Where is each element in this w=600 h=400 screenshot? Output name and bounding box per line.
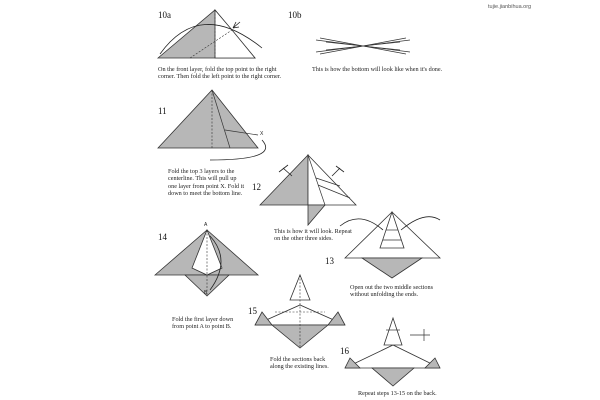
step-16-caption: Repeat steps 13-15 on the back. <box>358 390 437 397</box>
step-12-left-shade <box>260 155 308 205</box>
step-number-14: 14 <box>158 232 167 242</box>
step-10b-figure <box>316 38 410 54</box>
step-number-12: 12 <box>252 182 261 192</box>
step-number-15: 15 <box>248 306 257 316</box>
step-11-figure <box>158 90 266 160</box>
step-11-caption: Fold the top 3 layers to the centerline. This will pull up one layer from point X. Fold it down to meet the bottom line. <box>168 168 245 198</box>
step-11-triangle <box>158 90 258 148</box>
step-14-figure <box>155 230 258 296</box>
step-10a-front-flap <box>215 10 255 58</box>
step-number-10b: 10b <box>288 10 302 20</box>
step-14-caption: Fold the first layer down from point A to point B. <box>172 316 234 331</box>
step-10a-figure <box>158 10 262 58</box>
step-number-11: 11 <box>158 106 167 116</box>
step-12-figure <box>260 155 356 225</box>
step-number-13: 13 <box>325 256 334 266</box>
step-13-caption: Open out the two middle sections without unfolding the ends. <box>350 284 434 299</box>
point-b-label: B <box>204 290 208 296</box>
step-10b-caption: This is how the bottom will look like when it's done. <box>312 66 443 73</box>
step-15-figure <box>255 275 345 348</box>
step-16-body <box>345 345 440 368</box>
step-13-bottom-shade <box>362 258 422 278</box>
step-number-16: 16 <box>340 346 349 356</box>
step-15-caption: Fold the sections back along the existing lines. <box>270 356 329 371</box>
step-12-caption: This is how it will look. Repeat on the other three sides. <box>274 228 352 243</box>
site-watermark: tujie.jianbihua.org <box>488 4 532 10</box>
step-16-figure <box>345 318 440 386</box>
step-16-top-point <box>384 318 402 345</box>
step-10a-caption: On the front layer, fold the top point to the right corner. Then fold the left point to the right corner. <box>158 66 282 81</box>
step-13-figure <box>340 212 440 278</box>
point-x-label: X <box>260 131 264 137</box>
step-16-bottom-shade <box>372 368 414 386</box>
step-number-10a: 10a <box>158 10 171 20</box>
point-a-label: A <box>204 222 208 228</box>
step-12-bottom-tip <box>308 205 325 225</box>
